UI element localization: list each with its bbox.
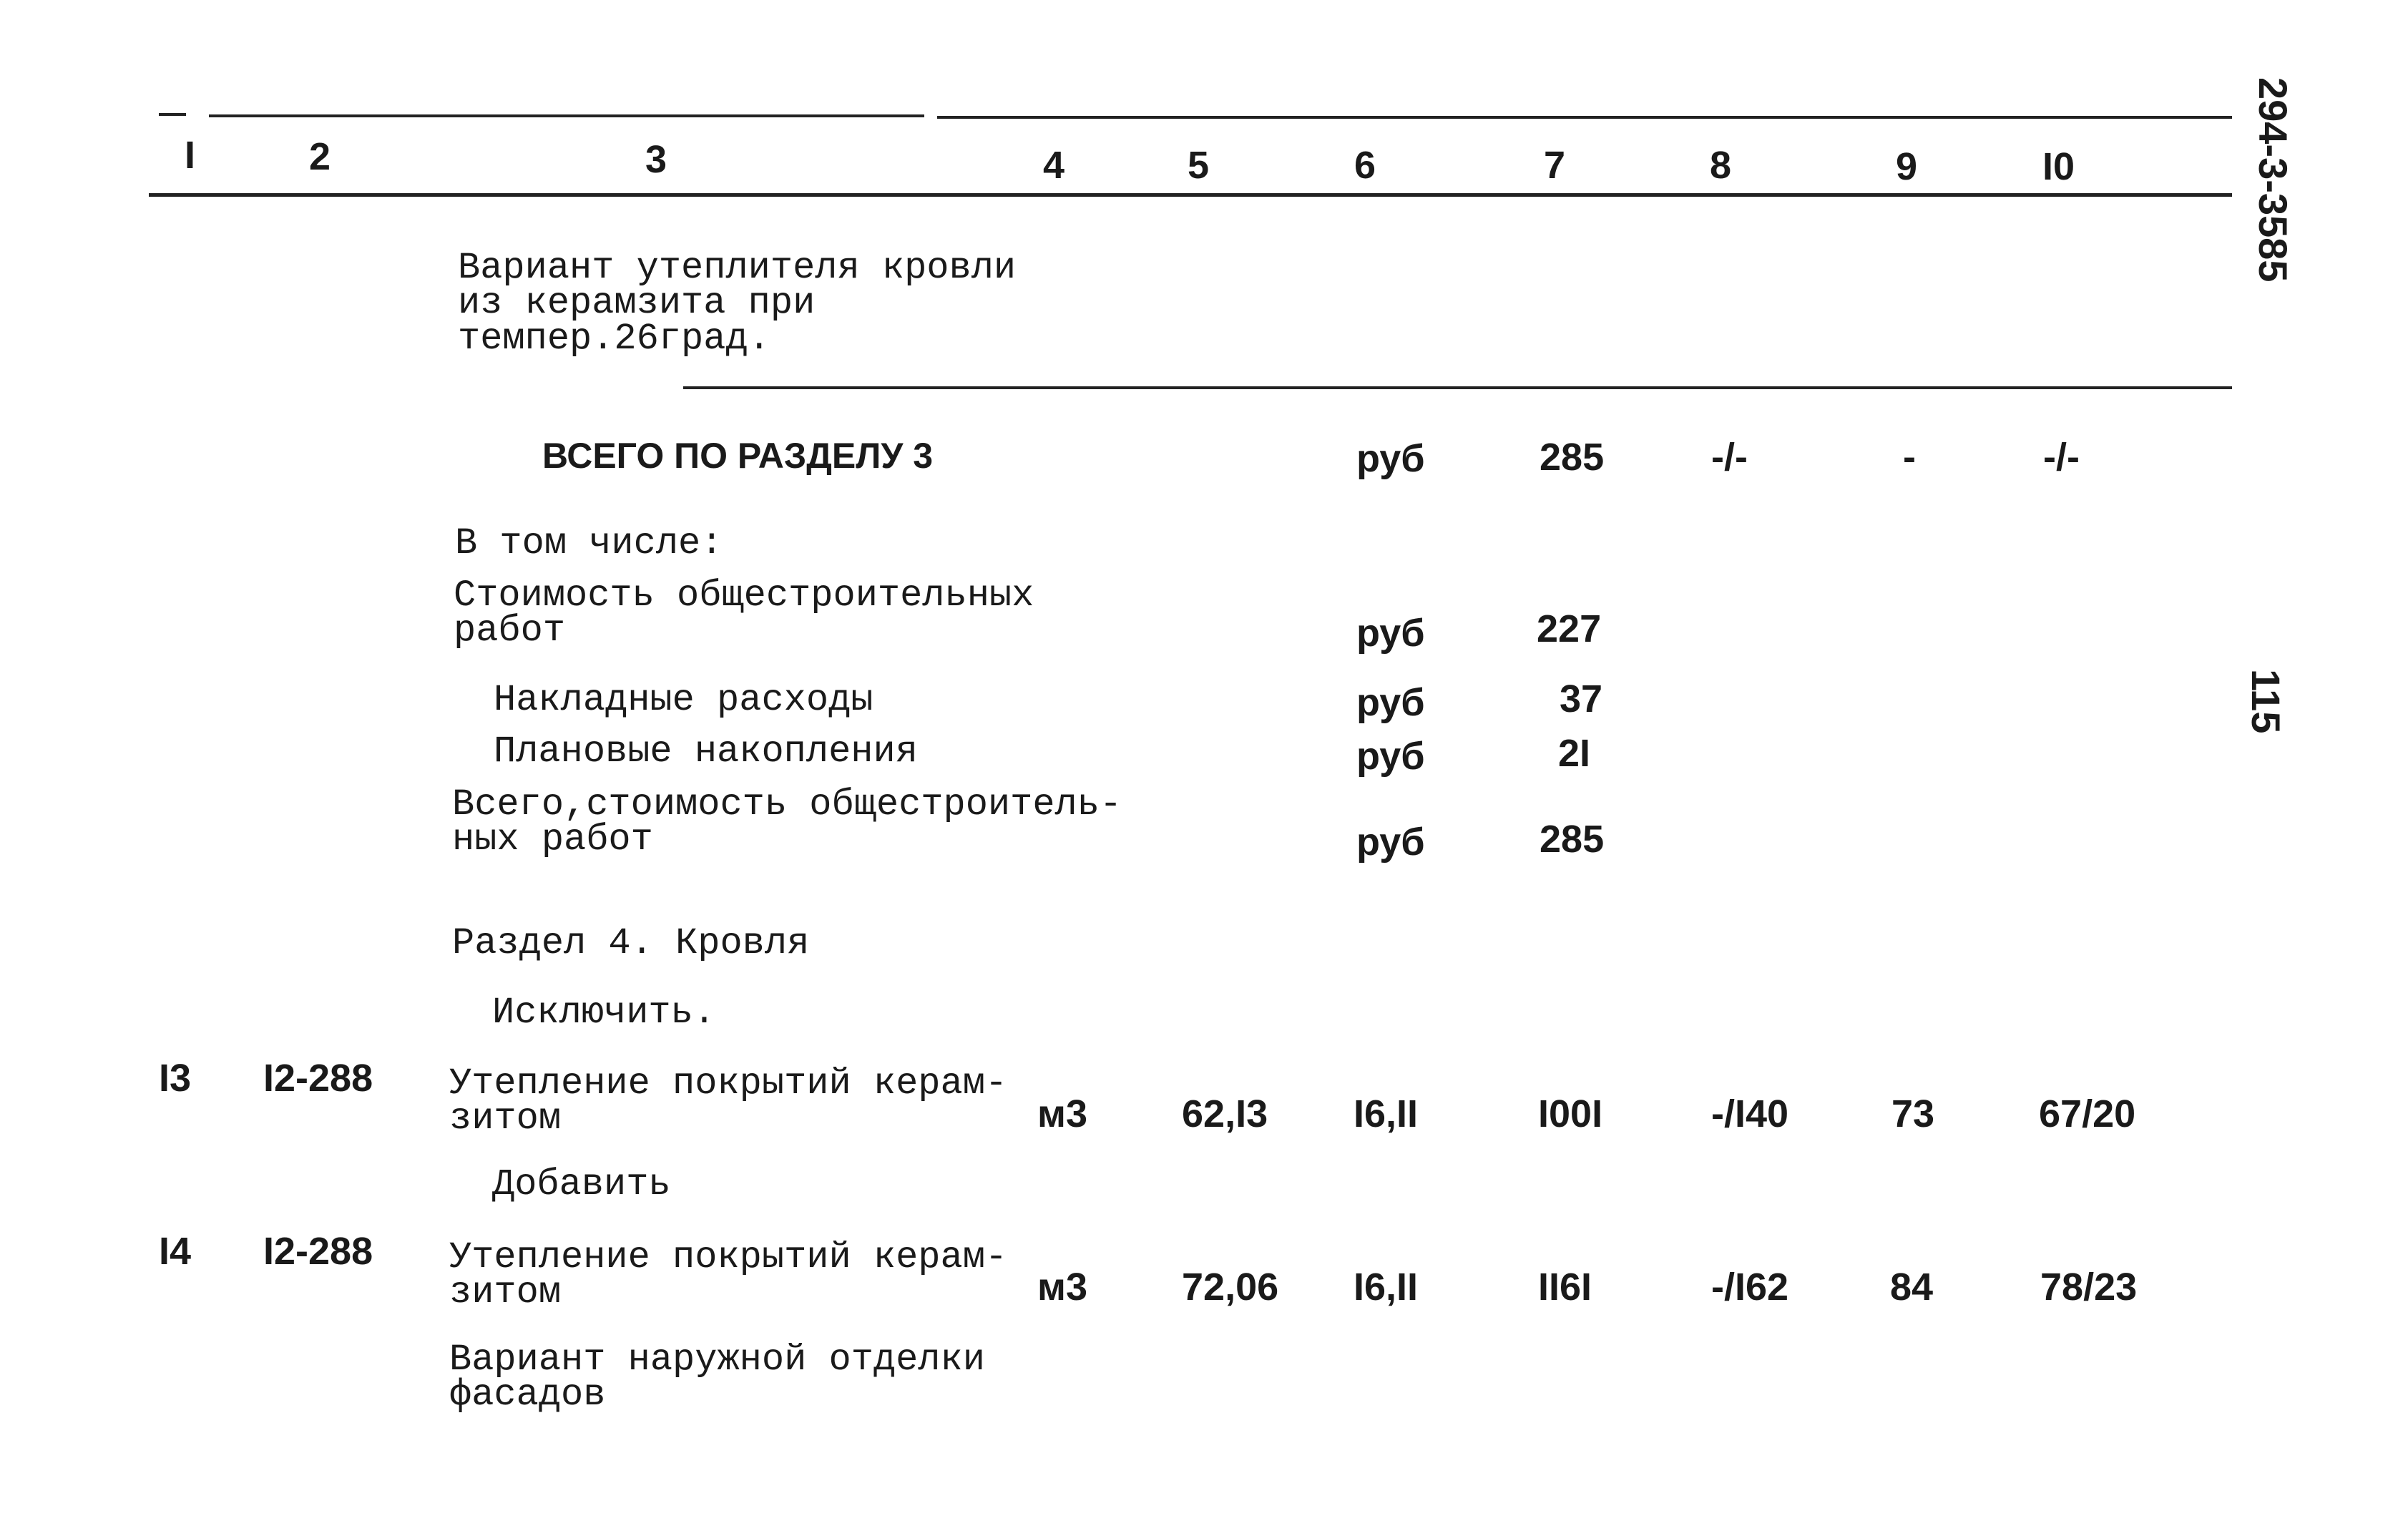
facade-variant-title: Вариант наружной отделки фасадов <box>449 1339 985 1417</box>
column-header: 2 <box>309 135 331 178</box>
section3-total-cost: 285 <box>1540 436 1605 479</box>
planned-savings-label: Плановые накопления <box>494 730 918 773</box>
header-bottom-rule <box>149 193 2232 197</box>
row-number: I4 <box>159 1230 192 1273</box>
section4-title: Раздел 4. Кровля <box>452 922 810 964</box>
section-divider-rule <box>683 386 2232 389</box>
overheads-unit: руб <box>1356 681 1425 724</box>
section3-total-c8: -/- <box>1711 436 1748 479</box>
column-header: 9 <box>1896 145 1918 188</box>
section3-total-label: ВСЕГО ПО РАЗДЕЛУ 3 <box>542 436 934 476</box>
row-c10: 78/23 <box>2040 1266 2138 1309</box>
row-code: I2-288 <box>263 1057 373 1100</box>
column-header: 4 <box>1043 144 1065 187</box>
column-header: I0 <box>2042 145 2075 188</box>
column-header: 8 <box>1710 144 1732 187</box>
row-unit: м3 <box>1037 1092 1087 1135</box>
header-top-rule <box>209 114 924 117</box>
row-qty: 72,06 <box>1182 1266 1279 1309</box>
planned-savings-unit: руб <box>1356 735 1425 778</box>
row-unit: м3 <box>1037 1266 1087 1309</box>
row-c8: -/I40 <box>1711 1092 1789 1135</box>
add-label: Добавить <box>492 1163 671 1205</box>
header-top-rule <box>937 116 2232 119</box>
section3-total-c10: -/- <box>2043 436 2080 479</box>
row-description: Утепление покрытий керам- зитом <box>449 1062 1008 1140</box>
row-number: I3 <box>159 1057 192 1100</box>
row-c8: -/I62 <box>1711 1266 1789 1309</box>
header-top-rule <box>159 113 186 116</box>
section3-total-unit: руб <box>1356 437 1425 480</box>
row-price: I6,II <box>1354 1266 1419 1309</box>
row-c9: 84 <box>1890 1266 1934 1309</box>
column-header: 7 <box>1544 144 1566 187</box>
row-code: I2-288 <box>263 1230 373 1273</box>
general-works-unit: руб <box>1356 612 1425 655</box>
row-description: Утепление покрытий керам- зитом <box>449 1236 1008 1314</box>
overheads-value: 37 <box>1560 678 1603 720</box>
overheads-label: Накладные расходы <box>494 679 873 721</box>
total-general-value: 285 <box>1540 818 1605 861</box>
general-works-label: Стоимость общестроительных работ <box>454 574 1034 652</box>
row-price: I6,II <box>1354 1092 1419 1135</box>
planned-savings-value: 2I <box>1558 732 1591 775</box>
including-label: В том числе: <box>455 522 723 564</box>
row-c9: 73 <box>1891 1092 1935 1135</box>
total-general-label: Всего,стоимость общестроитель- ных работ <box>452 783 1122 861</box>
total-general-unit: руб <box>1356 821 1425 864</box>
insulation-variant-title: Вариант утеплителя кровли из керамзита при темпер.26град. <box>458 247 1017 360</box>
row-cost: II6I <box>1538 1266 1592 1309</box>
page-number: 115 <box>2243 669 2289 734</box>
section3-total-c9: - <box>1903 436 1916 479</box>
exclude-label: Исключить. <box>492 992 716 1034</box>
row-c10: 67/20 <box>2039 1092 2136 1135</box>
row-qty: 62,I3 <box>1182 1092 1268 1135</box>
column-header: 5 <box>1188 144 1210 187</box>
general-works-value: 227 <box>1537 607 1602 650</box>
column-header: I <box>185 134 196 177</box>
column-header: 3 <box>645 138 667 181</box>
column-header: 6 <box>1354 144 1376 187</box>
document-code: 294-3-3585 <box>2251 77 2296 283</box>
row-cost: I00I <box>1538 1092 1603 1135</box>
